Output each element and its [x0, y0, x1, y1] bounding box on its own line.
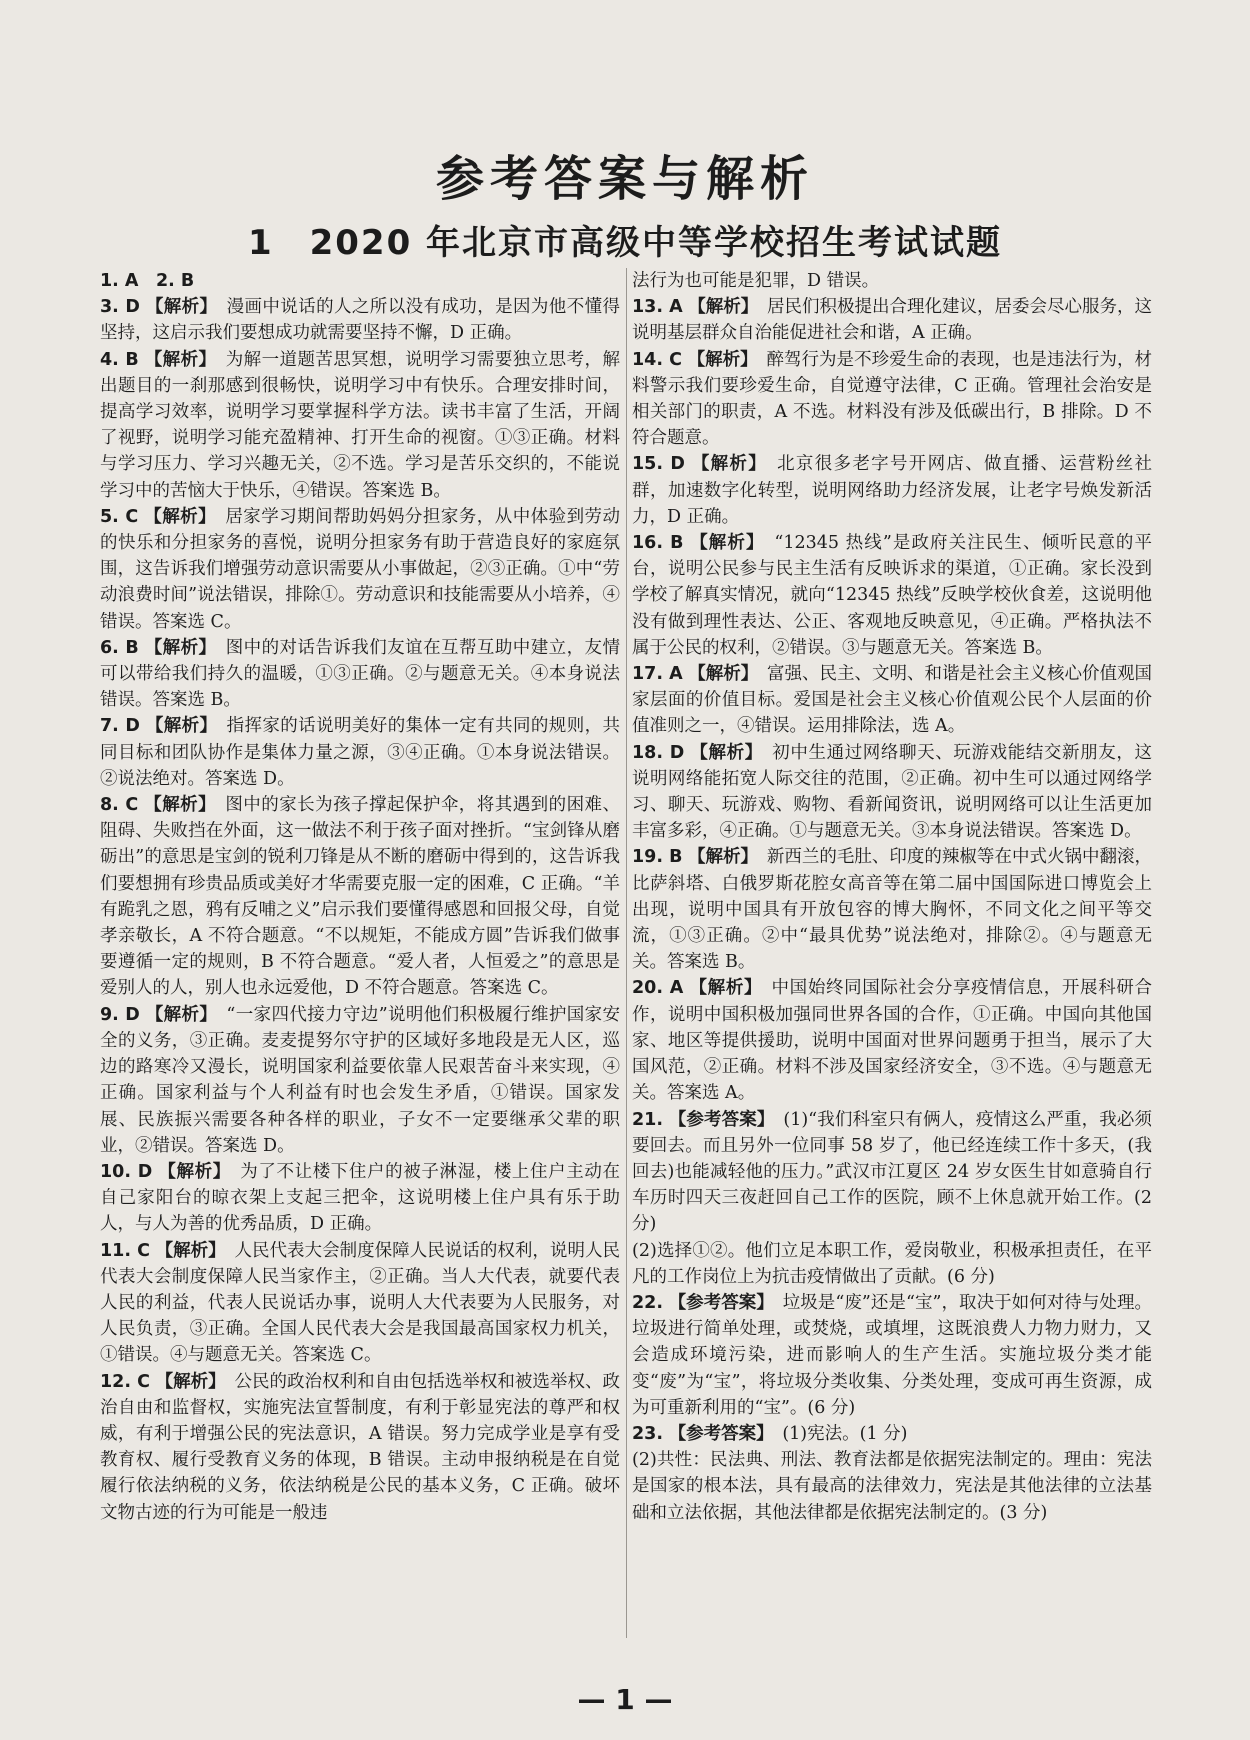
answer-text: 北京很多老字号开网店、做直播、运营粉丝社群，加速数字化转型，说明网络助力经济发展，让老字号焕发新活力，D 正确。	[632, 454, 1152, 527]
answer-tag: 【解析】	[155, 1371, 217, 1392]
answer-number: 5. C	[100, 506, 139, 527]
answer-number: 22.	[632, 1292, 664, 1313]
page-number: — 1 —	[577, 1683, 673, 1716]
answer-text: (1)“我们科室只有俩人，疫情这么严重，我必须要回去。而且另外一位同事 58 岁了，他已经连续工作十多天，(我回去)也能减轻他的压力。”武汉市江夏区 24 岁女医生甘如意骑自行车历时四天三夜赶回自己工作的医院，顾不上休息就开始工作。(2 分)	[632, 1109, 1152, 1235]
answer-number: 9. D	[100, 1004, 140, 1025]
answer-tag: 【解析】	[144, 795, 208, 816]
answer-text: 漫画中说话的人之所以没有成功，是因为他不懂得坚持，这启示我们要想成功就需要坚持不懈，D 正确。	[100, 297, 620, 344]
answer-item	[632, 451, 1152, 530]
answer-item	[632, 740, 1152, 845]
answer-number: 23.	[632, 1423, 664, 1444]
answer-item	[632, 661, 1152, 740]
answer-number: 14. C	[632, 349, 682, 370]
answer-text: 新西兰的毛肚、印度的辣椒等在中式火锅中翻滚，比萨斜塔、白俄罗斯花腔女高音等在第二届中国国际进口博览会上出现，说明中国具有开放包容的博大胸怀，不同文化之间平等交流，①③正确。②中“最具优势”说法绝对，排除②。④与题意无关。答案选 B。	[632, 847, 1152, 973]
answer-tag: 【解析】	[145, 716, 209, 737]
answer-text: 居民们积极提出合理化建议，居委会尽心服务，这说明基层群众自治能促进社会和谐，A 正确。	[632, 297, 1152, 344]
answer-text: 垃圾是“废”还是“宝”，取决于如何对待与处理。垃圾进行简单处理，或焚烧，或填埋，这既浪费人力物力财力，又会造成环境污染，进而影响人的生产生活。实施垃圾分类才能变“废”为“宝”，将垃圾分类收集、分类处理，变成可再生资源，成为可重新利用的“宝”。(6 分)	[632, 1292, 1152, 1418]
answer-number: 19. B	[632, 847, 683, 868]
answer-tag: 【解析】	[690, 742, 755, 763]
answer-item	[100, 347, 620, 504]
answer-text: (1)宪法。(1 分)	[764, 1423, 908, 1444]
answer-item	[632, 1421, 1152, 1447]
section-title: 1 2020 年北京市高级中等学校招生考试试题	[247, 223, 1003, 263]
answer-item	[100, 504, 620, 635]
answer-number: 21.	[632, 1109, 664, 1130]
answer-tag: 【解析】	[690, 533, 756, 554]
answer-number: 4. B	[100, 349, 139, 370]
answer-text: 富强、民主、文明、和谐是社会主义核心价值观国家层面的价值目标。爱国是社会主义核心价值观公民个人层面的价值准则之一，④错误。运用排除法，选 A。	[632, 664, 1152, 737]
answer-text: 人民代表大会制度保障人民说话的权利，说明人民代表大会制度保障人民当家作主，②正确。当人大代表，就要代表人民的利益，代表人民说话办事，说明人大代表要为人民服务，对人民负责，③正确。全国人民代表大会是我国最高国家权力机关，①错误。④与题意无关。答案选 C。	[100, 1240, 620, 1366]
answer-text: 图中的对话告诉我们友谊在互帮互助中建立，友情可以带给我们持久的温暖，①③正确。②与题意无关。④本身说法错误。答案选 B。	[100, 637, 620, 711]
answer-tag: 【解析】	[158, 1161, 223, 1182]
answer-text: (2)选择①②。他们立足本职工作，爱岗敬业，积极承担责任，在平凡的工作岗位上为抗击疫情做出了贡献。(6 分)	[632, 1240, 1152, 1287]
answer-tag: 【参考答案】	[668, 1109, 766, 1130]
answer-text: 公民的政治权利和自由包括选举权和被选举权、政治自由和监督权，实施宪法宣誓制度，有利于彰显宪法的尊严和权威，有利于增强公民的宪法意识，A 错误。努力完成学业是享有受教育权、履行受教育义务的体现，B 错误。主动申报纳税是在自觉履行依法纳税的义务，依法纳税是公民的基本义务，C 正确。破坏文物古迹的行为可能是一般违	[100, 1371, 620, 1523]
answer-text: 初中生通过网络聊天、玩游戏能结交新朋友，这说明网络能拓宽人际交往的范围，②正确。初中生可以通过网络学习、聊天、玩游戏、购物、看新闻资讯，说明网络可以让生活更加丰富多彩，④正确。①与题意无关。③本身说法错误。答案选 D。	[632, 742, 1152, 842]
answer-tag: 【解析】	[687, 349, 749, 370]
answer-item	[632, 294, 1152, 346]
answer-tag: 【参考答案】	[668, 1292, 766, 1313]
answer-text: 为解一道题苦思冥想，说明学习需要独立思考，解出题目的一刹那感到很畅快，说明学习中有快乐。合理安排时间，提高学习效率，说明学习要掌握科学方法。读书丰富了生活，开阔了视野，说明学习能充盈精神、打开生命的视窗。①③正确。材料与学习压力、学习兴趣无关，②不选。学习是苦乐交织的，不能说学习中的苦恼大于快乐，④错误。答案选 B。	[100, 349, 620, 501]
answer-item	[100, 1369, 620, 1526]
answer-item	[632, 268, 1152, 294]
answer-tag: 【参考答案】	[668, 1423, 765, 1444]
answer-tag: 【解析】	[145, 297, 209, 318]
answer-text: 中国始终同国际社会分享疫情信息，开展科研合作，说明中国积极加强同世界各国的合作，①正确。中国向其他国家、地区等提供援助，说明中国面对世界问题勇于担当，展示了大国风范，②正确。材料不涉及国家经济安全，③不选。④与题意无关。答案选 A。	[632, 978, 1152, 1104]
answer-tag: 【解析】	[144, 637, 208, 658]
answer-number: 13. A	[632, 297, 683, 318]
answer-text: 醉驾行为是不珍爱生命的表现，也是违法行为，材料警示我们要珍爱生命，自觉遵守法律，C 正确。管理社会治安是相关部门的职责，A 不选。材料没有涉及低碳出行，B 排除。D 不符合题意。	[632, 349, 1152, 449]
answer-text: 图中的家长为孩子撑起保护伞，将其遇到的困难、阻碍、失败挡在外面，这一做法不利于孩子面对挫折。“宝剑锋从磨砺出”的意思是宝剑的锐利刀锋是从不断的磨砺中得到的，这告诉我们要想拥有珍贵品质或美好才华需要克服一定的困难，C 正确。“羊有跪乳之恩，鸦有反哺之义”启示我们要懂得感恩和回报父母，自觉孝亲敬长，A 不符合题意。“不以规矩，不能成方圆”告诉我们做事要遵循一定的规则，B 不符合题意。“爱人者，人恒爱之”的意思是爱别人的人，别人也永远爱他，D 不符合题意。答案选 C。	[100, 795, 620, 999]
answer-text: (2)共性：民法典、刑法、教育法都是依据宪法制定的。理由：宪法是国家的根本法，具有最高的法律效力，宪法是其他法律的立法基础和立法依据，其他法律都是依据宪法制定的。(3 分)	[632, 1450, 1152, 1523]
answer-item	[100, 1238, 620, 1369]
answer-item	[100, 1002, 620, 1159]
answer-item	[632, 347, 1152, 452]
answer-item	[100, 294, 620, 346]
answer-number: 16. B	[632, 533, 684, 554]
answer-number: 11. C	[100, 1240, 150, 1261]
answer-number: 3. D	[100, 297, 140, 318]
answer-item	[100, 635, 620, 714]
answer-tag: 【解析】	[691, 454, 759, 475]
answer-text: 为了不让楼下住户的被子淋湿，楼上住户主动在自己家阳台的晾衣架上支起三把伞，这说明楼上住户具有乐于助人，与人为善的优秀品质，D 正确。	[100, 1161, 620, 1235]
answer-item	[100, 792, 620, 1002]
answer-tag: 【解析】	[688, 297, 750, 318]
answer-item	[632, 1447, 1152, 1526]
answer-number: 18. D	[632, 742, 685, 763]
answer-item	[632, 975, 1152, 1106]
answer-number: 17. A	[632, 664, 683, 685]
answer-item	[632, 844, 1152, 975]
page-title: 参考答案与解析	[435, 151, 814, 207]
answer-number: 7. D	[100, 716, 140, 737]
answer-number: 6. B	[100, 637, 139, 658]
answer-number: 20. A	[632, 978, 684, 999]
answer-item	[100, 713, 620, 792]
answer-tag: 【解析】	[688, 847, 750, 868]
answer-tag: 【解析】	[155, 1240, 217, 1261]
answer-tag: 【解析】	[144, 506, 208, 527]
answer-number: 8. C	[100, 795, 139, 816]
answer-item	[632, 530, 1152, 661]
answer-number: 12. C	[100, 1371, 150, 1392]
answer-text: 指挥家的话说明美好的集体一定有共同的规则，共同目标和团队协作是集体力量之源，③④正确。①本身说法错误。②说法绝对。答案选 D。	[100, 716, 620, 789]
left-column	[100, 268, 620, 1648]
right-column	[632, 268, 1152, 1648]
answer-item	[632, 1107, 1152, 1238]
answer-text: “12345 热线”是政府关注民生、倾听民意的平台，说明公民参与民主生活有反映诉求的渠道，①正确。家长没到学校了解真实情况，就向“12345 热线”反映学校伙食差，这说明他没有做到理性表达、公正、客观地反映意见，④正确。严格执法不属于公民的权利，②错误。③与题意无关。答案选 B。	[632, 533, 1152, 658]
answer-tag: 【解析】	[145, 1004, 209, 1025]
answer-text: “一家四代接力守边”说明他们积极履行维护国家安全的义务，③正确。麦麦提努尔守护的区域好多地段是无人区，巡边的路寒冷又漫长，说明国家利益要依靠人民艰苦奋斗来实现，④正确。国家利益与个人利益有时也会发生矛盾，①错误。国家发展、民族振兴需要各种各样的职业，子女不一定要继承父辈的职业，②错误。答案选 D。	[100, 1004, 620, 1156]
answer-tag: 【解析】	[144, 349, 208, 370]
column-divider	[626, 268, 627, 1638]
answer-tag: 【解析】	[688, 664, 750, 685]
answer-number: 1. A 2. B	[100, 271, 195, 291]
answer-item	[100, 268, 620, 294]
answer-number: 15. D	[632, 454, 685, 475]
answer-item	[632, 1238, 1152, 1290]
answer-item	[100, 1159, 620, 1238]
answer-item	[632, 1290, 1152, 1421]
answer-number: 10. D	[100, 1161, 153, 1182]
answer-text: 法行为也可能是犯罪，D 错误。	[632, 271, 880, 291]
answer-tag: 【解析】	[689, 978, 754, 999]
answer-text: 居家学习期间帮助妈妈分担家务，从中体验到劳动的快乐和分担家务的喜悦，说明分担家务有助于营造良好的家庭氛围，这告诉我们增强劳动意识需要从小事做起，②③正确。①中“劳动浪费时间”说法错误，排除①。劳动意识和技能需要从小培养，④错误。答案选 C。	[100, 506, 620, 632]
